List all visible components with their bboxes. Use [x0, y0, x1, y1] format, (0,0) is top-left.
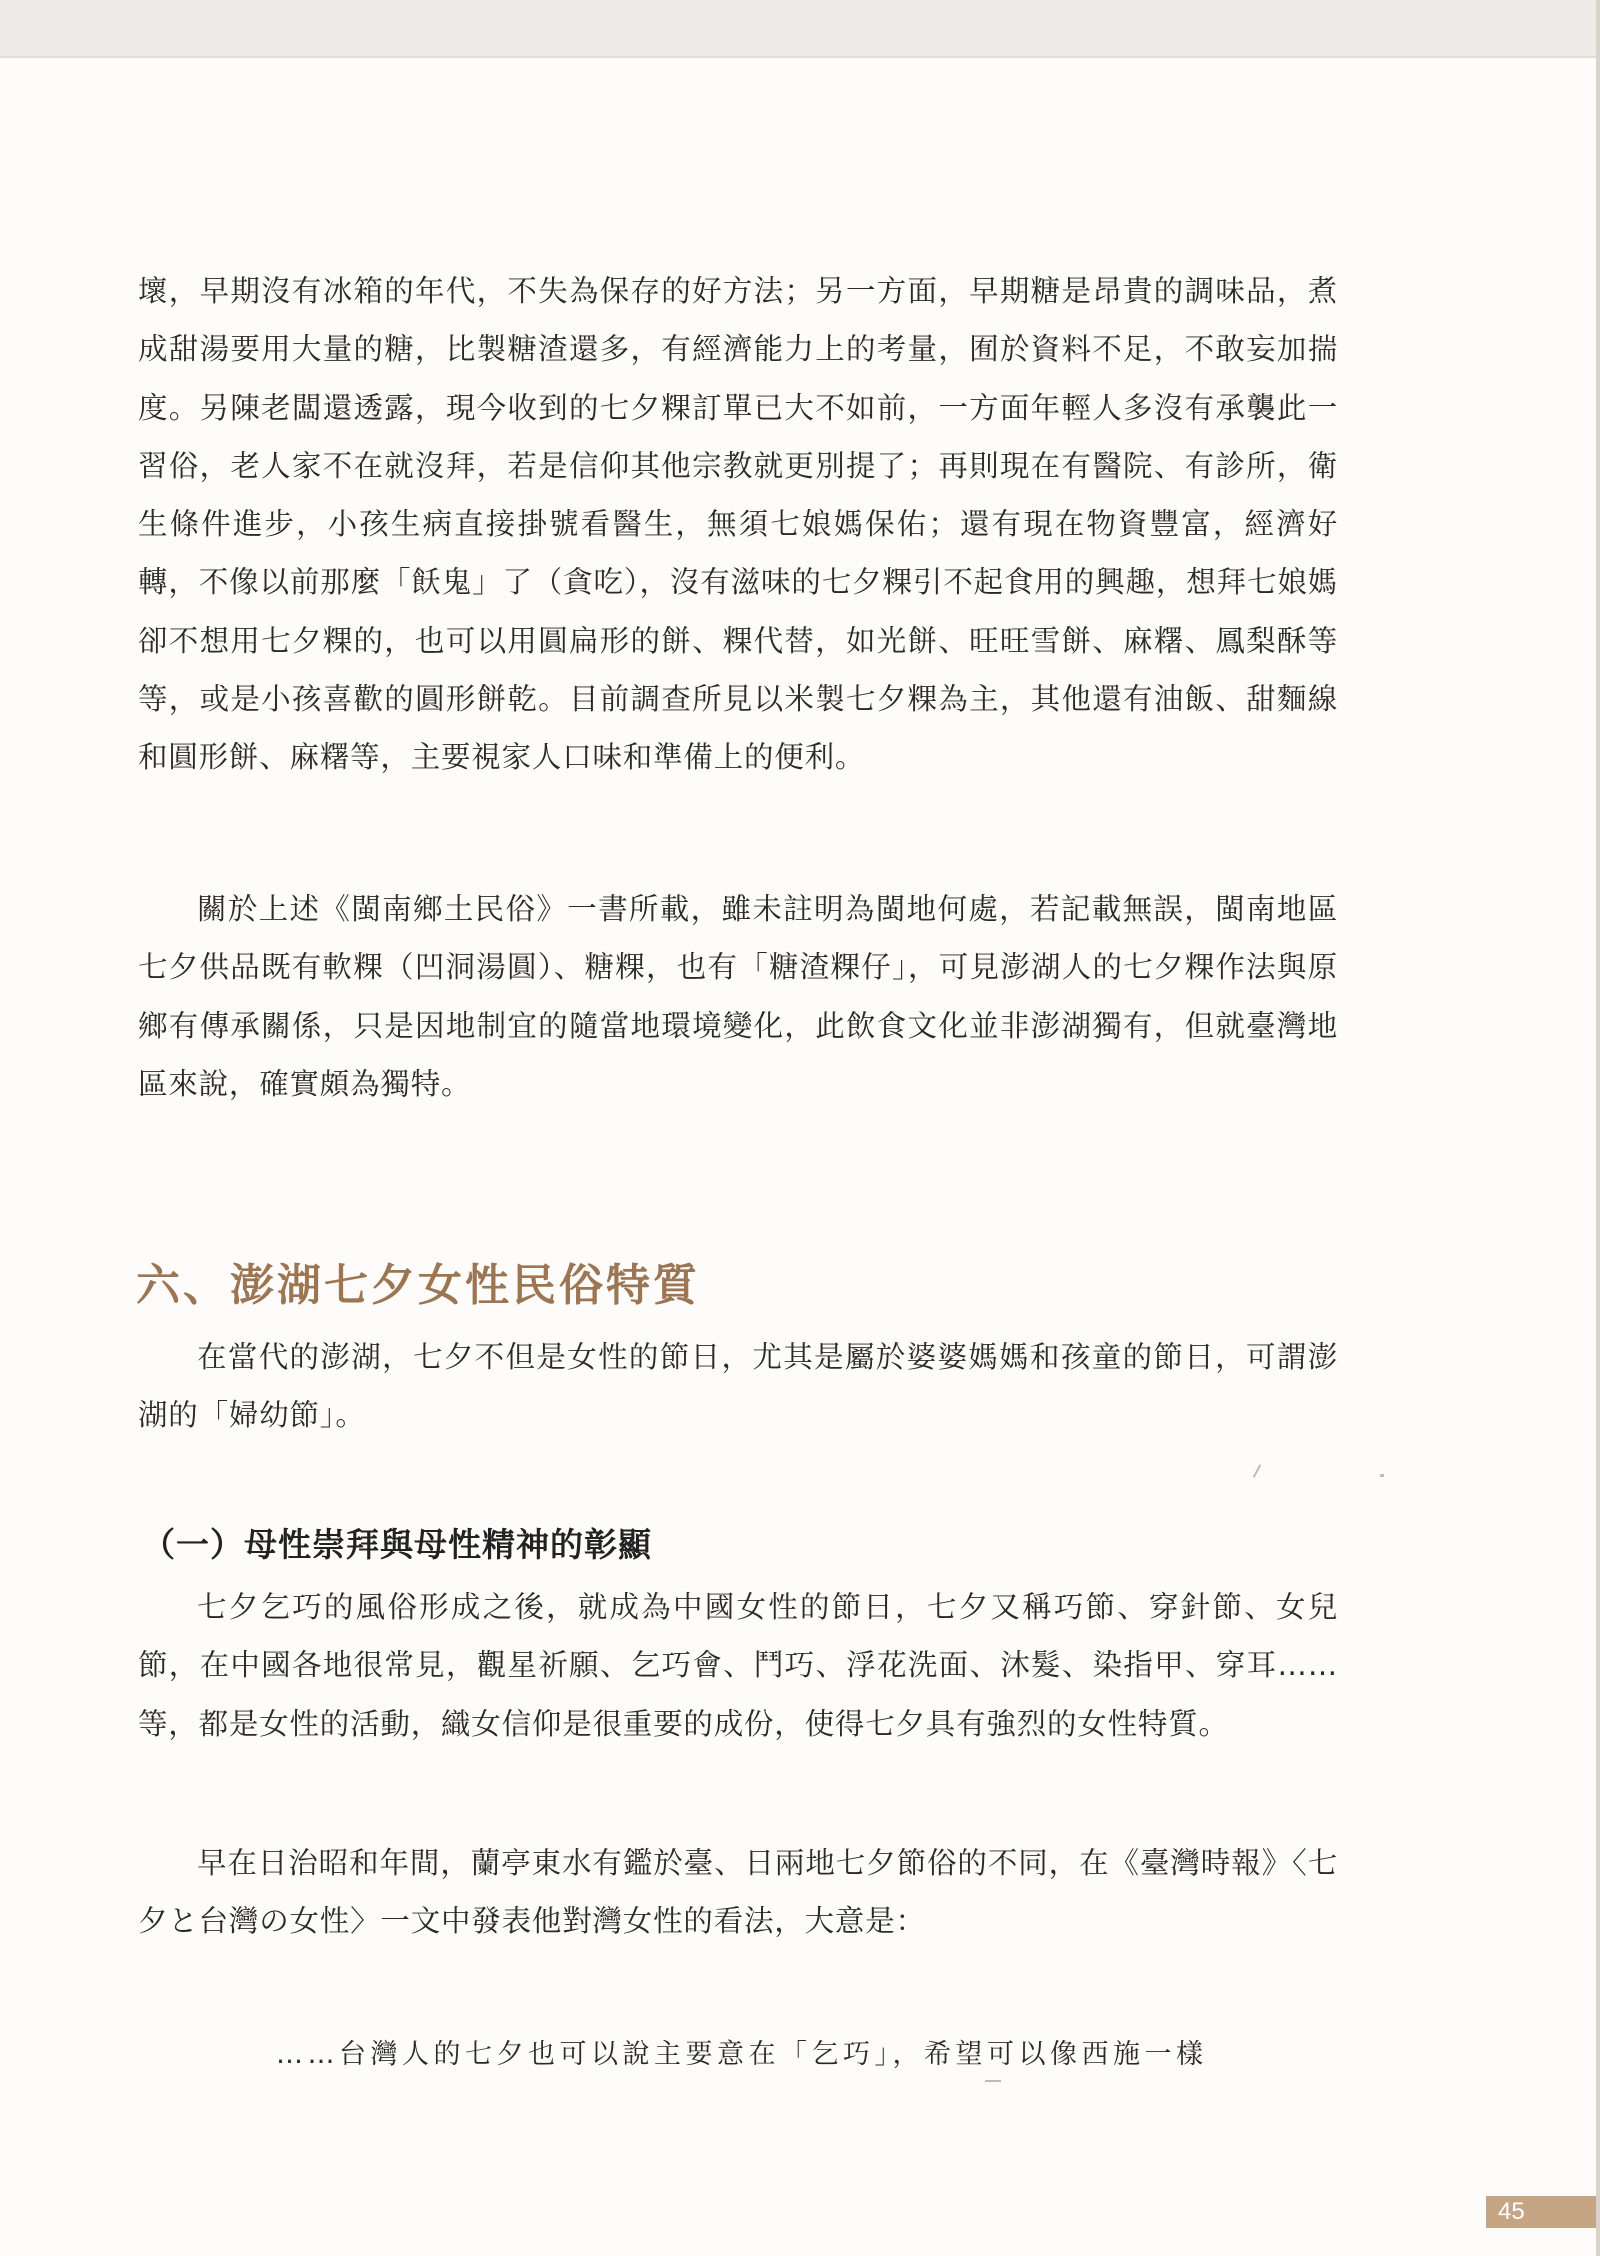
subsection-paragraph-qiqiao: 七夕乞巧的風俗形成之後，就成為中國女性的節日，七夕又稱巧節、穿針節、女兒節，在中國各地很常見，觀星祈願、乞巧會、鬥巧、浮花洗面、沐髮、染指甲、穿耳……等，都是女性的活動，織女信仰是很重要的成份，使得七夕具有強烈的女性特質。 — [138, 1590, 1338, 1741]
scan-top-band — [0, 0, 1600, 56]
scan-speck — [1253, 1464, 1261, 1477]
body-paragraph-continued: 壞，早期沒有冰箱的年代，不失為保存的好方法；另一方面，早期糖是昂貴的調味品，煮成甜湯要用大量的糖，比製糖渣還多，有經濟能力上的考量，囿於資料不足，不敢妄加揣度。另陳老闆還透露，現今收到的七夕粿訂單已大不如前，一方面年輕人多沒有承襲此一習俗，老人家不在就沒拜，若是信仰其他宗教就更別提了；再則現在有醫院、有診所，衛生條件進步，小孩生病直接掛號看醫生，無須七娘媽保佑；還有現在物資豐富，經濟好轉，不像以前那麼「飫鬼」了（貪吃），沒有滋味的七夕粿引不起食用的興趣，想拜七娘媽卻不想用七夕粿的，也可以用圓扁形的餅、粿代替，如光餅、旺旺雪餅、麻糬、鳳梨酥等等，或是小孩喜歡的圓形餅乾。目前調查所見以米製七夕粿為主，其他還有油飯、甜麵線和圓形餅、麻糬等，主要視家人口味和準備上的便利。 — [138, 274, 1338, 775]
scan-right-edge — [1596, 0, 1600, 2256]
section-intro-paragraph: 在當代的澎湖，七夕不但是女性的節日，尤其是屬於婆婆媽媽和孩童的節日，可謂澎湖的「婦幼節」。 — [138, 1340, 1338, 1433]
block-quote: ……台灣人的七夕也可以說主要意在「乞巧」，希望可以像西施一樣 — [276, 2039, 1208, 2070]
subsection-paragraph-taiwan-jiho: 早在日治昭和年間，蘭亭東水有鑑於臺、日兩地七夕節俗的不同，在《臺灣時報》〈七夕と台灣の女性〉一文中發表他對灣女性的看法，大意是： — [138, 1846, 1338, 1939]
scan-speck — [985, 2080, 1001, 2082]
section-title: 六、澎湖七夕女性民俗特質 — [136, 1260, 700, 1311]
page-number: 45 — [1486, 2196, 1596, 2228]
scan-speck — [1380, 1474, 1384, 1477]
scan-top-rule — [0, 56, 1600, 58]
body-paragraph-minnan-note: 關於上述《閩南鄉土民俗》一書所載，雖未註明為閩地何處，若記載無誤，閩南地區七夕供品既有軟粿（凹洞湯圓）、糖粿，也有「糖渣粿仔」，可見澎湖人的七夕粿作法與原鄉有傳承關係，只是因地制宜的隨當地環境變化，此飲食文化並非澎湖獨有，但就臺灣地區來說，確實頗為獨特。 — [138, 892, 1338, 1101]
subsection-title: （一）母性崇拜與母性精神的彰顯 — [142, 1525, 652, 1564]
